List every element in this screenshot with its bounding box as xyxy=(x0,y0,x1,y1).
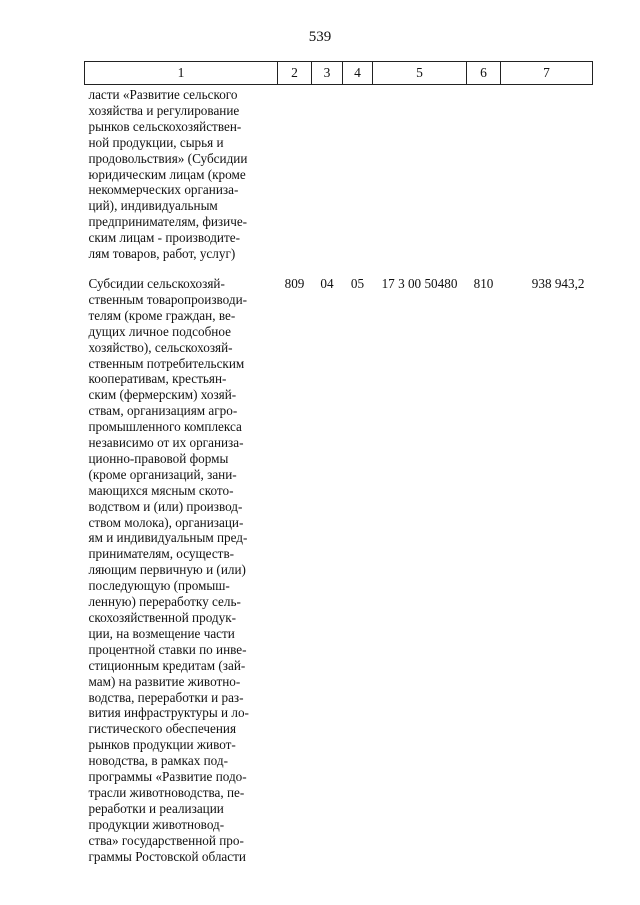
description-line: последующую (промыш- xyxy=(88,578,230,594)
description-line: ции, на возмещение части xyxy=(88,625,235,641)
budget-table xyxy=(84,61,593,865)
table-body xyxy=(85,85,593,865)
header-col-4: 4 xyxy=(343,62,373,85)
description-line: ционно-правовой формы xyxy=(88,450,229,466)
cell-subsection-code xyxy=(343,85,373,262)
cell-target-article xyxy=(373,85,467,262)
header-col-7: 7 xyxy=(501,62,593,85)
header-col-2: 2 xyxy=(278,62,312,85)
description-line: хозяйства и регулирование xyxy=(88,102,240,118)
description-line: (кроме организаций, зани- xyxy=(88,466,237,482)
table-header-row xyxy=(85,62,593,85)
cell-amount xyxy=(501,85,593,262)
description-line: водством и (или) производ- xyxy=(88,498,243,514)
description-line: ством молока), организаци- xyxy=(88,514,244,530)
table-row xyxy=(85,262,593,865)
description-line: рынков сельскохозяйствен- xyxy=(88,118,242,134)
description-line: ласти «Развитие сельского xyxy=(88,87,238,102)
description-line: ским (фермерским) хозяй- xyxy=(88,387,237,403)
description-line: реработки и реализации xyxy=(88,800,224,816)
cell-amount: 938 943,2 xyxy=(531,275,585,291)
description-line: предпринимателям, физиче- xyxy=(88,214,248,230)
page-number: 539 xyxy=(308,29,332,45)
header-col-5: 5 xyxy=(373,62,467,85)
description-line: водства, переработки и раз- xyxy=(88,689,244,705)
description-line: хозяйство), сельскохозяй- xyxy=(88,339,233,355)
description-line: Субсидии сельскохозяй- xyxy=(88,275,225,291)
row-description xyxy=(85,85,278,262)
cell-target-article: 17 3 00 50480 xyxy=(381,275,458,291)
description-line: процентной ставки по инве- xyxy=(88,641,247,657)
description-line: трасли животноводства, пе- xyxy=(88,784,245,800)
description-line: гистического обеспечения xyxy=(88,721,237,737)
description-line: ства» государственной про- xyxy=(88,832,244,848)
description-line: кооперативам, крестьян- xyxy=(88,371,227,387)
cell-ministry-code: 809 xyxy=(284,275,305,291)
cell-expense-type: 810 xyxy=(473,275,494,291)
cell-subsection-code: 05 xyxy=(350,275,365,291)
table-row xyxy=(85,85,593,262)
cell-section-code xyxy=(312,85,343,262)
description-line: рынков продукции живот- xyxy=(88,737,236,753)
description-line: ствам, организациям агро- xyxy=(88,403,238,419)
description-line: вития инфраструктуры и ло- xyxy=(88,705,249,721)
description-line: новодства, в рамках под- xyxy=(88,753,228,769)
description-line: мам) на развитие животно- xyxy=(88,673,241,689)
description-line: лям товаров, работ, услуг) xyxy=(88,246,236,262)
description-line: ляющим первичную и (или) xyxy=(88,562,246,578)
cell-ministry-code xyxy=(278,85,312,262)
description-line: ленную) переработку сель- xyxy=(88,594,241,610)
cell-expense-type xyxy=(467,85,501,262)
description-line: некоммерческих организа- xyxy=(88,182,239,198)
description-line: принимателям, осуществ- xyxy=(88,546,235,562)
description-line: граммы Ростовской области xyxy=(88,848,246,864)
description-line: ственным товаропроизводи- xyxy=(88,291,248,307)
description-line: программы «Развитие подо- xyxy=(88,769,247,785)
row-description xyxy=(85,262,278,865)
cell-section-code: 04 xyxy=(320,275,334,291)
description-line: ной продукции, сырья и xyxy=(88,134,224,150)
description-line: телям (кроме граждан, ве- xyxy=(88,307,236,323)
description-line: стиционным кредитам (зай- xyxy=(88,657,246,673)
description-line: ственным потребительским xyxy=(88,355,245,371)
description-line: ским лицам - производите- xyxy=(88,230,240,246)
description-line: продукции животновод- xyxy=(88,816,225,832)
header-col-3: 3 xyxy=(312,62,343,85)
description-line: мающихся мясным ското- xyxy=(88,482,234,498)
description-line: дущих личное подсобное xyxy=(88,323,231,339)
description-line: продовольствия» (Субсидии xyxy=(88,150,248,166)
description-line: юридическим лицам (кроме xyxy=(88,166,246,182)
description-line: ям и индивидуальным пред- xyxy=(88,530,248,546)
description-line: промышленного комплекса xyxy=(88,419,242,435)
header-col-6: 6 xyxy=(467,62,501,85)
table-header xyxy=(85,62,593,85)
description-line: ций), индивидуальным xyxy=(88,198,218,214)
description-line: скохозяйственной продук- xyxy=(88,610,237,625)
header-col-1: 1 xyxy=(85,62,278,85)
description-line: независимо от их организа- xyxy=(88,435,244,451)
